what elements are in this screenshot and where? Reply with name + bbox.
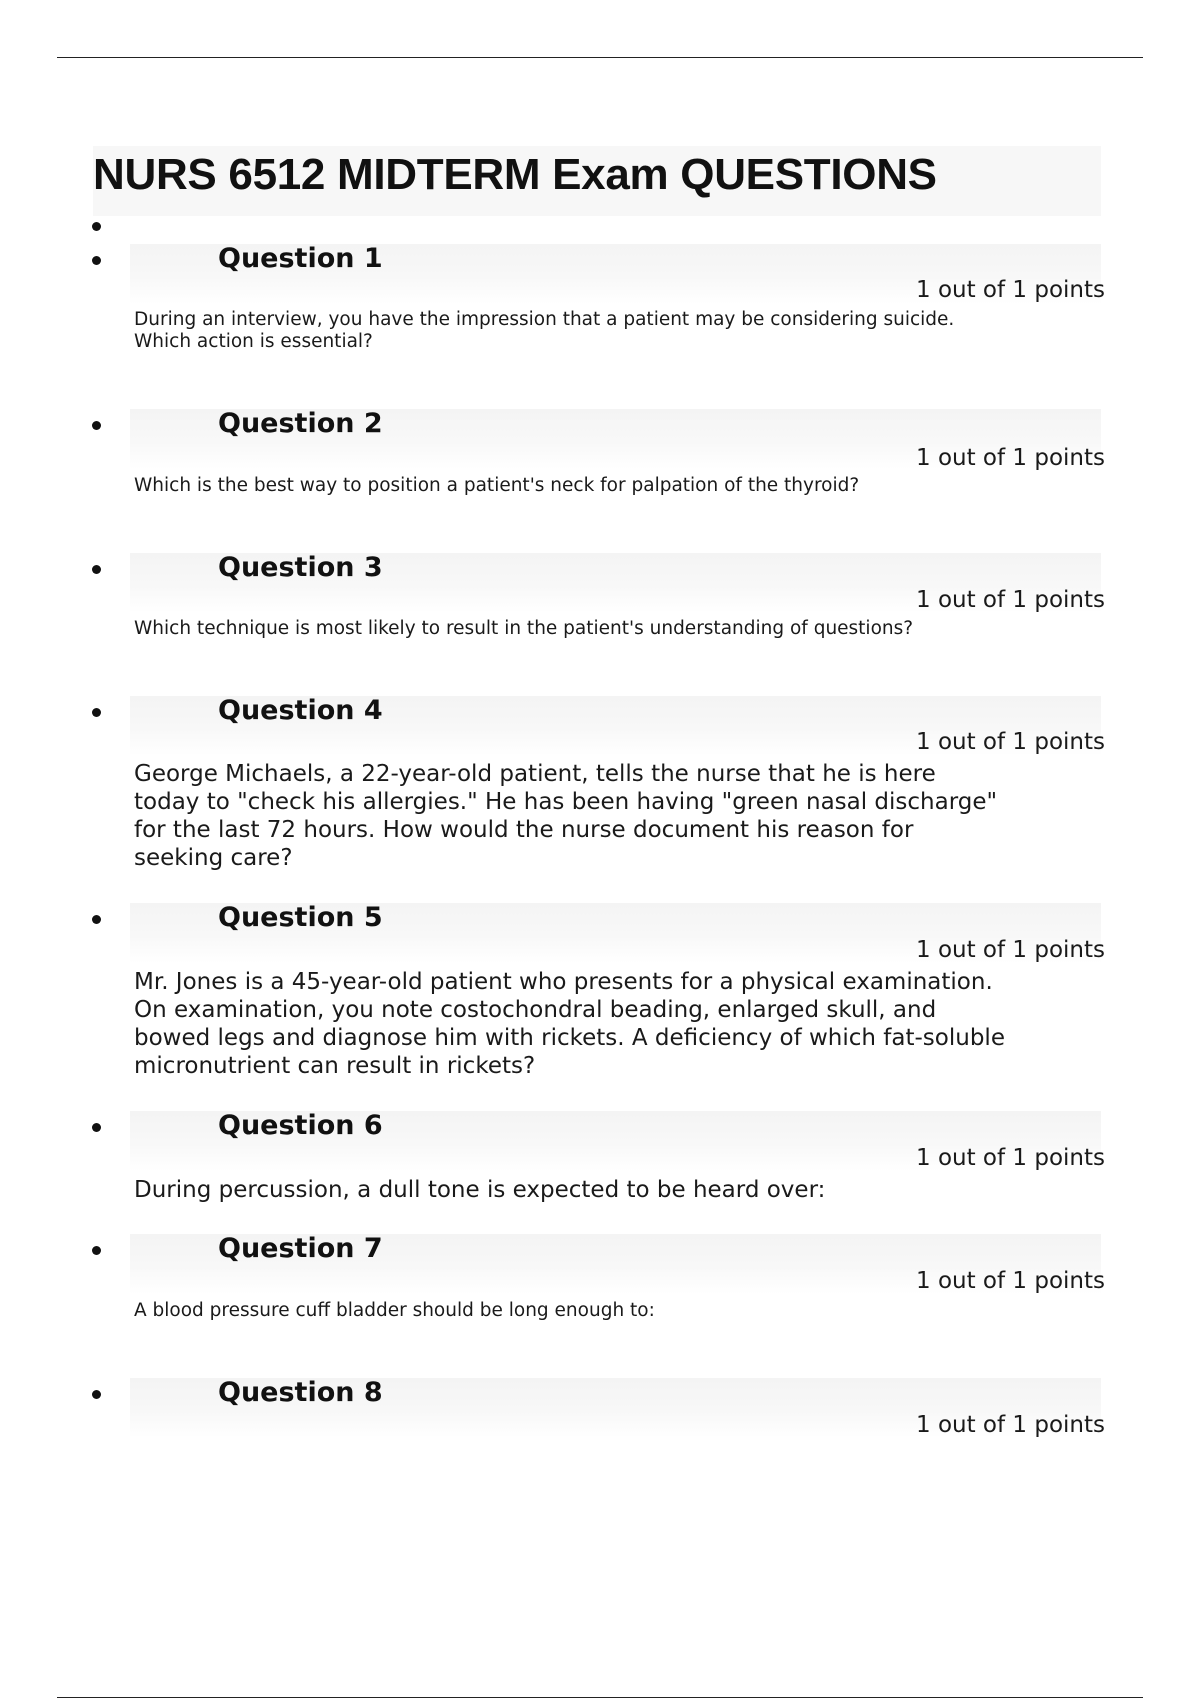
question-text	[134, 1300, 655, 1322]
question-points: 1 out of 1 points	[916, 445, 1105, 471]
question-text-line: for the last 72 hours. How would the nurse document his reason for	[134, 817, 914, 843]
top-rule	[57, 57, 1143, 58]
question-heading: Question 6	[218, 1110, 383, 1141]
question-points: 1 out of 1 points	[916, 277, 1105, 303]
question-points: 1 out of 1 points	[916, 1268, 1105, 1294]
question-text-line: Which action is essential?	[134, 331, 373, 352]
question-points: 1 out of 1 points	[916, 729, 1105, 755]
question-heading: Question 7	[218, 1233, 383, 1264]
page-title: NURS 6512 MIDTERM Exam QUESTIONS	[93, 150, 937, 199]
question-points: 1 out of 1 points	[916, 1145, 1105, 1171]
question-points: 1 out of 1 points	[916, 937, 1105, 963]
question-text-line: Which is the best way to position a patient's neck for palpation of the thyroid?	[134, 475, 860, 496]
question-text	[134, 475, 859, 497]
question-text-line: micronutrient can result in rickets?	[134, 1053, 536, 1079]
bullet	[92, 256, 101, 265]
bullet	[92, 708, 101, 717]
bullet	[92, 1123, 101, 1132]
question-points: 1 out of 1 points	[916, 1412, 1105, 1438]
question-heading: Question 1	[218, 243, 383, 274]
question-heading: Question 4	[218, 695, 383, 726]
question-text-line: On examination, you note costochondral beading, enlarged skull, and	[134, 997, 937, 1023]
question-heading: Question 5	[218, 902, 383, 933]
question-text	[134, 760, 997, 872]
question-text	[134, 1176, 825, 1204]
question-text-line: Mr. Jones is a 45-year-old patient who presents for a physical examination.	[134, 969, 993, 995]
question-text-line: bowed legs and diagnose him with rickets. A deficiency of which fat-soluble	[134, 1025, 1005, 1051]
bullet-empty	[92, 222, 101, 231]
question-text-line: George Michaels, a 22-year-old patient, tells the nurse that he is here	[134, 761, 936, 787]
question-points: 1 out of 1 points	[916, 587, 1105, 613]
bullet	[92, 915, 101, 924]
question-text	[134, 968, 1005, 1080]
question-text-line: today to "check his allergies." He has been having "green nasal discharge"	[134, 789, 998, 815]
question-text-line: seeking care?	[134, 845, 293, 871]
question-text-line: During percussion, a dull tone is expected to be heard over:	[134, 1177, 826, 1203]
question-text	[134, 309, 954, 353]
question-text-line: A blood pressure cuff bladder should be long enough to:	[134, 1300, 655, 1321]
bullet	[92, 565, 101, 574]
bullet	[92, 1390, 101, 1399]
question-text-line: During an interview, you have the impression that a patient may be considering suicide.	[134, 309, 955, 330]
bullet	[92, 421, 101, 430]
question-text	[134, 618, 913, 640]
bullet	[92, 1246, 101, 1255]
question-heading: Question 3	[218, 552, 383, 583]
question-text-line: Which technique is most likely to result in the patient's understanding of questions?	[134, 618, 914, 639]
bottom-rule	[57, 1697, 1143, 1698]
question-heading: Question 2	[218, 408, 383, 439]
question-heading: Question 8	[218, 1377, 383, 1408]
